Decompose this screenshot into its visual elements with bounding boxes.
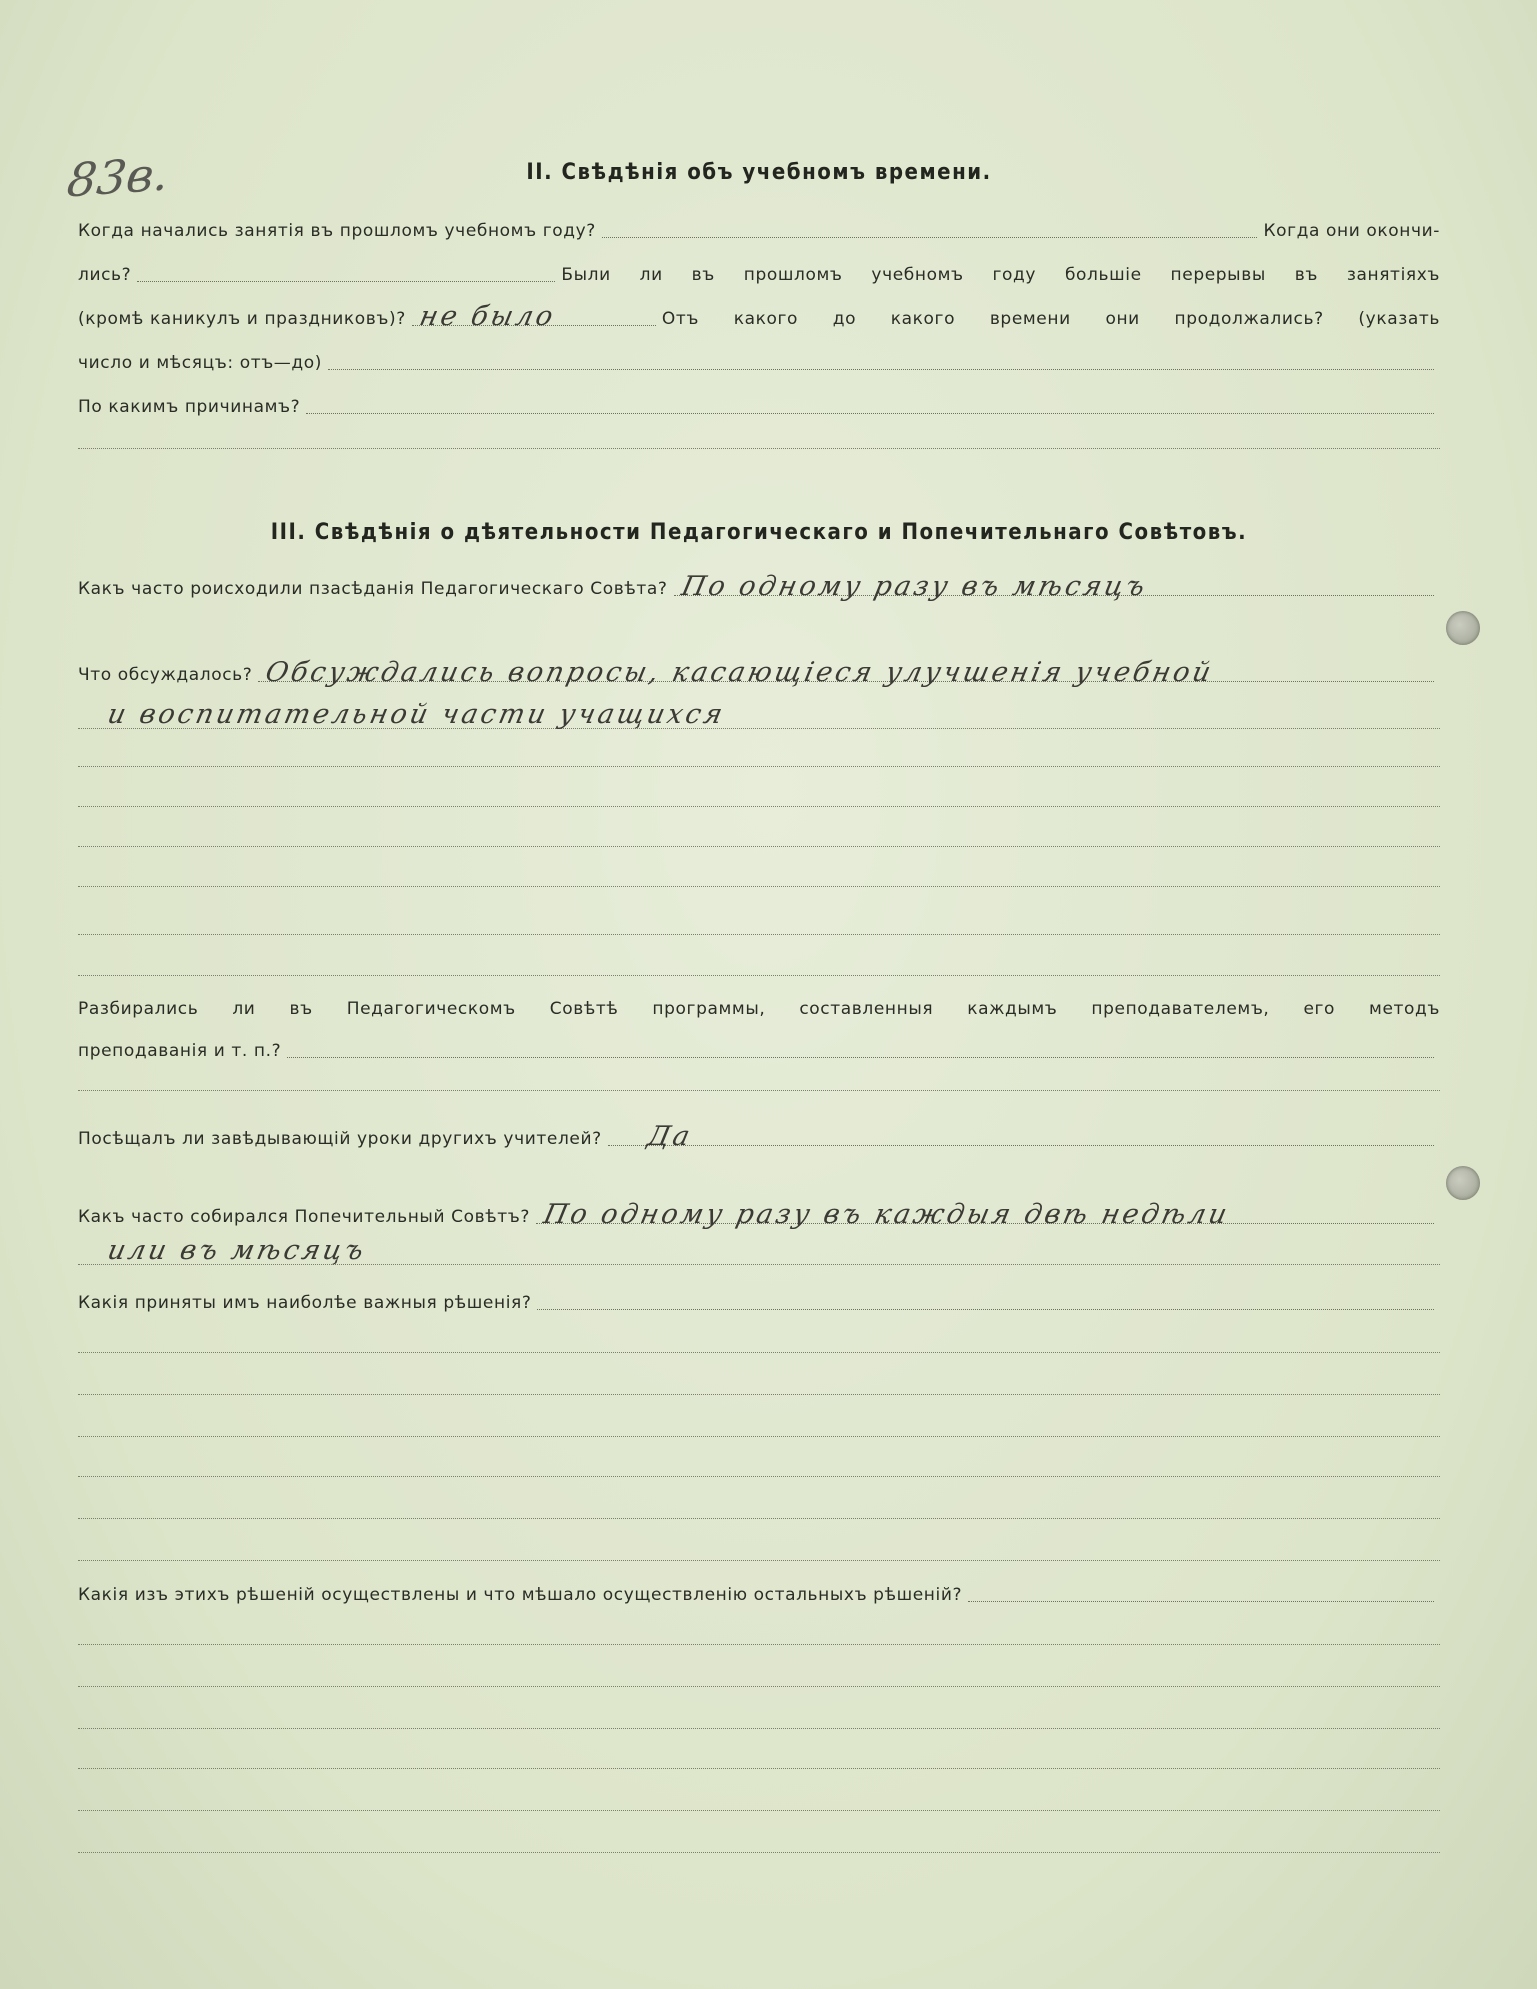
- s2-q3a: (кромѣ каникулъ и праздниковъ)?: [78, 309, 406, 329]
- s3-a4: Да: [644, 1121, 696, 1152]
- s2-q3b: Отъ какого до какого времени они продолжались? (указать: [661, 309, 1440, 329]
- s3-a5-line2: или въ мѣсяцъ: [104, 1235, 370, 1266]
- s3-q7: Какія изъ этихъ рѣшеній осуществлены и что мѣшало осуществленію остальныхъ рѣшеній?: [78, 1585, 963, 1605]
- s2-row-1: [78, 210, 1440, 244]
- ruled-line[interactable]: [78, 1560, 1440, 1561]
- s3-q4-field[interactable]: [608, 1121, 1434, 1152]
- s3-a1: По одному разу въ мѣсяцъ: [678, 571, 1151, 602]
- s3-q7-field[interactable]: [968, 1601, 1434, 1602]
- s2-q2b: Были ли въ прошломъ учебномъ году большіе перерывы въ занятіяхъ: [561, 265, 1440, 285]
- s2-row-3: [78, 298, 1440, 332]
- punch-hole: [1446, 611, 1480, 645]
- s3-a5-line1: По одному разу въ каждыя двѣ недѣли: [540, 1199, 1233, 1230]
- s3-row-5: [78, 1118, 1440, 1152]
- s3-q6-field[interactable]: [537, 1309, 1434, 1310]
- s3-q1-field[interactable]: [674, 571, 1435, 602]
- ruled-line[interactable]: [78, 1810, 1440, 1811]
- s3-q3a: Разбирались ли въ Педагогическомъ Совѣтѣ программы, составленныя каждымъ преподавателемъ, его методъ: [78, 999, 1440, 1019]
- s3-q2-field[interactable]: [258, 657, 1434, 688]
- s3-row-1: [78, 568, 1440, 602]
- s3-row-4: [78, 1030, 1440, 1064]
- s3-a2-line2: и воспитательной части учащихся: [104, 699, 729, 730]
- s2-row-4: [78, 342, 1440, 376]
- ruled-line[interactable]: [78, 448, 1440, 449]
- s3-q5: Какъ часто собирался Попечительный Совѣтъ?: [78, 1207, 530, 1227]
- ruled-line[interactable]: [78, 806, 1440, 807]
- s3-row-7: [78, 1282, 1440, 1316]
- ruled-line[interactable]: [78, 1235, 1440, 1266]
- ruled-line[interactable]: [78, 1352, 1440, 1353]
- section-2-title: II. Свѣдѣнія объ учебномъ времени.: [526, 160, 992, 185]
- ruled-line[interactable]: [78, 1686, 1440, 1687]
- s2-a3: не было: [416, 301, 559, 332]
- s2-q5-field[interactable]: [306, 413, 1434, 414]
- s2-q2a: лись?: [78, 265, 132, 285]
- s2-q1: Когда начались занятія въ прошломъ учебномъ году?: [78, 221, 596, 241]
- ruled-line[interactable]: [78, 699, 1440, 730]
- ruled-line[interactable]: [78, 1090, 1440, 1091]
- s3-q5-field[interactable]: [536, 1199, 1434, 1230]
- ruled-line[interactable]: [78, 886, 1440, 887]
- ruled-line[interactable]: [78, 766, 1440, 767]
- s2-q1-field[interactable]: [602, 237, 1258, 238]
- page-number: 83в.: [64, 146, 172, 208]
- ruled-line[interactable]: [78, 1436, 1440, 1437]
- s2-q2a-field[interactable]: [137, 281, 555, 282]
- s3-a2-line1: Обсуждались вопросы, касающіеся улучшенія учебной: [263, 657, 1217, 688]
- ruled-line[interactable]: [78, 1394, 1440, 1395]
- ruled-line[interactable]: [78, 846, 1440, 847]
- s3-q3b-field[interactable]: [287, 1057, 1434, 1058]
- ruled-line[interactable]: [78, 1768, 1440, 1769]
- punch-hole: [1446, 1166, 1480, 1200]
- s2-q5: По какимъ причинамъ?: [78, 397, 301, 417]
- s3-row-3: [78, 988, 1440, 1022]
- s2-q1b: Когда они окончи-: [1263, 221, 1440, 241]
- s2-row-5: [78, 386, 1440, 420]
- ruled-line[interactable]: [78, 1644, 1440, 1645]
- s3-row-8: [78, 1574, 1440, 1608]
- ruled-line[interactable]: [78, 1518, 1440, 1519]
- s2-q3a-field[interactable]: [412, 301, 656, 332]
- s2-q4: число и мѣсяцъ: отъ—до): [78, 353, 322, 373]
- section-3-title: III. Свѣдѣнія о дѣятельности Педагогическаго и Попечительнаго Совѣтовъ.: [270, 520, 1248, 545]
- s3-q6: Какія приняты имъ наиболѣе важныя рѣшенія?: [78, 1293, 532, 1313]
- s3-row-2: [78, 654, 1440, 688]
- s3-q3b: преподаванія и т. п.?: [78, 1041, 282, 1061]
- ruled-line[interactable]: [78, 1852, 1440, 1853]
- s3-q1: Какъ часто роисходили пзасѣданія Педагогическаго Совѣта?: [78, 579, 668, 599]
- s3-q2: Что обсуждалось?: [78, 665, 253, 685]
- ruled-line[interactable]: [78, 934, 1440, 935]
- ruled-line[interactable]: [78, 1728, 1440, 1729]
- ruled-line[interactable]: [78, 975, 1440, 976]
- s2-row-2: [78, 254, 1440, 288]
- s2-q4-field[interactable]: [328, 369, 1434, 370]
- s3-q4: Посѣщалъ ли завѣдывающій уроки другихъ учителей?: [78, 1129, 602, 1149]
- s3-row-6: [78, 1196, 1440, 1230]
- ruled-line[interactable]: [78, 1476, 1440, 1477]
